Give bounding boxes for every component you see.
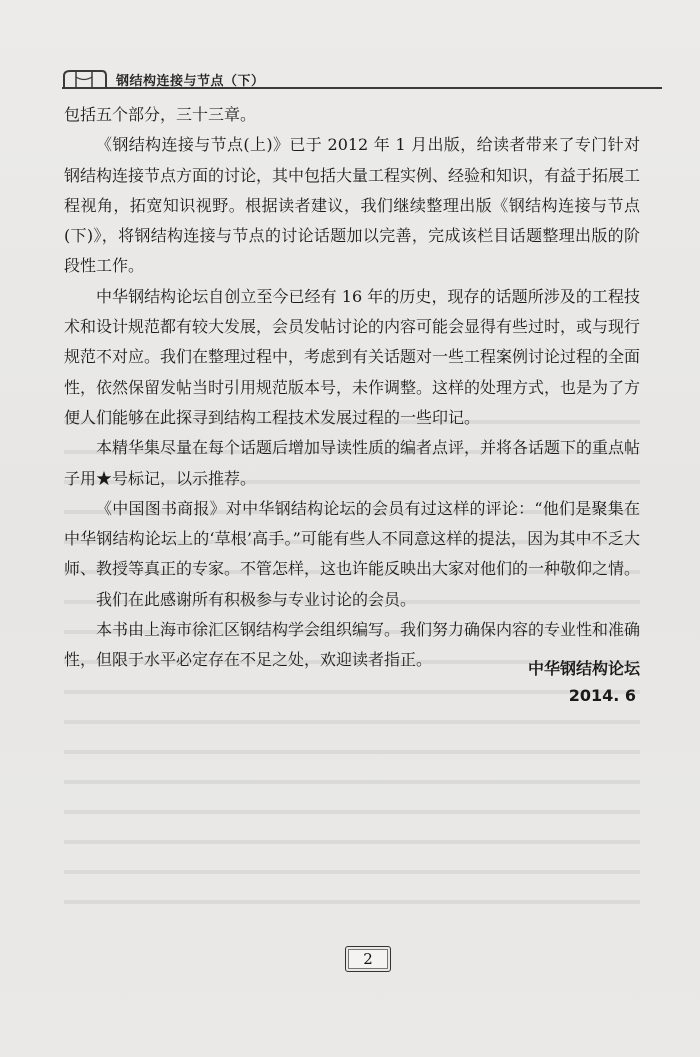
header-ornament-icon	[62, 68, 108, 88]
paragraph: 我们在此感谢所有积极参与专业讨论的会员。	[96, 589, 417, 609]
paragraph: 《中国图书商报》对中华钢结构论坛的会员有过这样的评论：“他们是聚集在中华钢结构论坛上的‘草根’高手。”可能有些人不同意这样的提法，因为其中不乏大师、教授等真正的专家。不管怎样，这也许能反映出大家对他们的一种敬仰之情。	[64, 498, 641, 579]
page-number-box	[345, 946, 391, 972]
paragraph: 本精华集尽量在每个话题后增加导读性质的编者点评，并将各话题下的重点帖子用★号标记，以示推荐。	[64, 438, 641, 488]
signature-date: 2014. 6	[568, 686, 636, 705]
paragraph: 《钢结构连接与节点(上)》已于 2012 年 1 月出版，给读者带来了专门针对钢结构连接节点方面的讨论，其中包括大量工程实例、经验和知识，有益于拓展工程视角，拓宽知识视野。根据读者建议，我们继续整理出版《钢结构连接与节点(下)》，将钢结构连接与节点的讨论话题加以完善，完成该栏目话题整理出版的阶段性工作。	[64, 135, 641, 276]
running-header	[62, 68, 662, 92]
page-number: 2	[363, 950, 373, 968]
header-title: 钢结构连接与节点（下）	[116, 74, 265, 89]
paragraph: 包括五个部分，三十三章。	[64, 105, 257, 124]
signature-organization: 中华钢结构论坛	[527, 659, 640, 678]
paragraph: 中华钢结构论坛自创立至今已经有 16 年的历史，现存的话题所涉及的工程技术和设计规范都有较大发展，会员发帖讨论的内容可能会显得有些过时，或与现行规范不对应。我们在整理过程中，考虑到有关话题对一些工程案例讨论过程的全面性，依然保留发帖当时引用规范版本号，未作调整。这样的处理方式，也是为了方便人们能够在此探寻到结构工程技术发展过程的一些印记。	[64, 286, 641, 427]
body-text	[64, 100, 640, 676]
paragraph: 本书由上海市徐汇区钢结构学会组织编写。我们努力确保内容的专业性和准确性，但限于水平必定存在不足之处，欢迎读者指正。	[64, 620, 641, 670]
